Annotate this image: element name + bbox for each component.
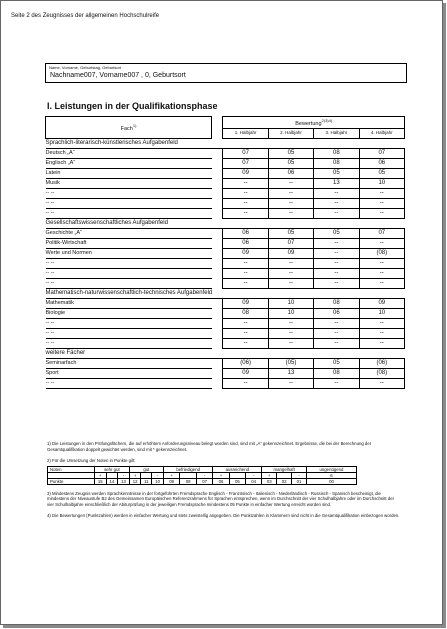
grade-cell: 13 xyxy=(314,178,359,188)
grade-cell: -- xyxy=(359,238,404,248)
grade-cell: -- xyxy=(359,258,404,268)
grade-cell: -- xyxy=(223,378,268,388)
footnote-3: 3) Mindestens Zeugnis werden Sprachkenntnisse in der fortgeführten Fremdsprache Englisch - Französisch - Italienisch - Niederländisch - Russisch - Spanisch bescheinigt, die mindestens der Niveaustufe B2 des Gemeinsamen Europäischen Referenzrahmens für Sprachen entsprechen, wenn im Durchschnitt der vier Schulhalbjahre oder im Durchschnitt der vier Schulhalbjahre einschließlich der Abiturprüfung in der jeweiligen Fremdsprache mindestens 05 Punkte in einfacher Wertung erreicht worden sind. xyxy=(47,490,395,507)
grade-cell: -- xyxy=(314,338,359,348)
grade-cell: -- xyxy=(223,198,268,208)
subject-name: -- -- xyxy=(46,208,212,218)
grade-cell: -- xyxy=(223,178,268,188)
subject-name: Werte und Normen xyxy=(46,248,212,258)
group-title-row xyxy=(46,348,405,358)
grade-cell: 08 xyxy=(314,148,359,158)
group-title-row xyxy=(46,138,405,148)
subject-name: Seminarfach xyxy=(46,358,212,368)
section-title: I. Leistungen in der Qualifikationsphase xyxy=(47,101,218,111)
subject-name: Musik xyxy=(46,178,212,188)
grade-cell: 10 xyxy=(359,308,404,318)
half-2-header: 2. Halbjahr xyxy=(268,128,313,138)
grade-cell: (06) xyxy=(359,358,404,368)
grade-cell: -- xyxy=(268,198,313,208)
grade-cell: -- xyxy=(314,268,359,278)
subject-name: Biologie xyxy=(46,308,212,318)
grade-cell: -- xyxy=(268,378,313,388)
subject-row xyxy=(46,158,405,168)
grade-cell: (08) xyxy=(359,248,404,258)
scale-sign: - xyxy=(152,472,164,478)
grade-cell: 09 xyxy=(223,248,268,258)
grade-cell: -- xyxy=(268,318,313,328)
grade-cell: (05) xyxy=(268,358,313,368)
subject-row xyxy=(46,168,405,178)
grade-cell: -- xyxy=(314,188,359,198)
subject-row xyxy=(46,318,405,328)
scale-sign: + xyxy=(262,472,277,478)
scale-points: 09 xyxy=(163,478,179,484)
scale-sign: - xyxy=(196,472,212,478)
grade-cell: 08 xyxy=(223,308,268,318)
scale-points: 05 xyxy=(229,478,245,484)
group-title-row xyxy=(46,288,405,298)
footnote-2-title: 2) Für die Umsetzung der Noten in Punkte gilt: xyxy=(47,458,136,463)
scale-sign: 6 xyxy=(306,472,356,478)
half-1-header: 1. Halbjahr xyxy=(223,128,268,138)
subject-row xyxy=(46,228,405,238)
grade-cell: 08 xyxy=(314,298,359,308)
grade-cell: 07 xyxy=(268,238,313,248)
grade-scale-table xyxy=(47,466,357,485)
grade-cell: -- xyxy=(359,328,404,338)
subject-row xyxy=(46,308,405,318)
scale-sign: + xyxy=(163,472,179,478)
name-box xyxy=(45,63,407,83)
grade-cell: -- xyxy=(359,318,404,328)
group-title: weitere Fächer xyxy=(46,348,405,358)
subject-name: -- -- xyxy=(46,328,212,338)
grade-cell: -- xyxy=(314,278,359,288)
grade-cell: 05 xyxy=(314,168,359,178)
scale-sign: - xyxy=(292,472,307,478)
grade-cell: 07 xyxy=(223,148,268,158)
grade-cell: 07 xyxy=(359,228,404,238)
grade-cell: -- xyxy=(314,258,359,268)
fach-footnote-mark: 1) xyxy=(132,123,137,128)
scale-grade: ungenügend xyxy=(306,466,356,472)
scale-points: 11 xyxy=(141,478,152,484)
scale-grade: mangelhaft xyxy=(262,466,307,472)
subject-row xyxy=(46,368,405,378)
group-title: Gesellschaftswissenschaftliches Aufgabenfeld xyxy=(46,218,405,228)
page-header: Seite 2 des Zeugnisses der allgemeinen Hochschulreife xyxy=(11,13,160,19)
subject-row xyxy=(46,178,405,188)
scale-sign: - xyxy=(246,472,262,478)
grade-cell: 06 xyxy=(359,158,404,168)
subject-row xyxy=(46,338,405,348)
scale-grade: sehr gut xyxy=(95,466,130,472)
grade-cell: -- xyxy=(359,338,404,348)
subject-name: -- -- xyxy=(46,198,212,208)
grade-cell: -- xyxy=(359,378,404,388)
scale-points: 01 xyxy=(292,478,307,484)
grade-cell: -- xyxy=(223,188,268,198)
subject-name: -- -- xyxy=(46,278,212,288)
grade-cell: -- xyxy=(268,188,313,198)
subject-row xyxy=(46,378,405,388)
grade-cell: -- xyxy=(223,328,268,338)
scale-points: 00 xyxy=(306,478,356,484)
half-4-header: 4. Halbjahr xyxy=(359,128,404,138)
scale-points: 12 xyxy=(129,478,141,484)
grade-cell: 05 xyxy=(314,358,359,368)
subject-row xyxy=(46,198,405,208)
bewertung-footnote-mark: 2)3)4) xyxy=(321,118,333,123)
scale-points: 08 xyxy=(180,478,196,484)
grade-cell: -- xyxy=(268,258,313,268)
grade-cell: 05 xyxy=(268,228,313,238)
subject-name: -- -- xyxy=(46,338,212,348)
scale-points: 14 xyxy=(106,478,118,484)
grade-cell: 06 xyxy=(223,238,268,248)
grade-cell: 13 xyxy=(268,368,313,378)
scale-row-label: Noten xyxy=(48,466,95,472)
grade-cell: -- xyxy=(359,198,404,208)
subject-row xyxy=(46,328,405,338)
scale-sign: + xyxy=(95,472,107,478)
subject-row xyxy=(46,278,405,288)
grade-cell: -- xyxy=(314,318,359,328)
grade-cell: 09 xyxy=(223,368,268,378)
grade-cell: -- xyxy=(268,178,313,188)
grade-cell: 06 xyxy=(223,228,268,238)
footnote-1: 1) Die Leistungen in den Prüfungsfächern, die auf erhöhtem Anforderungsniveau belegt worden sind, sind mit „A“ gekennzeichnet. Ergebnisse, die bei der Berechnung der Gesamtqualifikation doppelt gewichtet werden, sind mit * gekennzeichnet. xyxy=(47,441,372,452)
grade-cell: -- xyxy=(314,328,359,338)
subject-name: -- -- xyxy=(46,188,212,198)
grade-cell: -- xyxy=(268,208,313,218)
subject-row xyxy=(46,258,405,268)
subject-name: -- -- xyxy=(46,268,212,278)
scale-points: 03 xyxy=(262,478,277,484)
grade-cell: 08 xyxy=(314,158,359,168)
subject-name: -- -- xyxy=(46,378,212,388)
footnotes xyxy=(47,441,402,525)
subject-row xyxy=(46,248,405,258)
scale-sign: + xyxy=(129,472,141,478)
scale-sign: + xyxy=(213,472,229,478)
grade-cell: 06 xyxy=(314,308,359,318)
grade-cell: 06 xyxy=(268,168,313,178)
grade-cell: (06) xyxy=(223,358,268,368)
subject-name: Politik-Wirtschaft xyxy=(46,238,212,248)
subject-row xyxy=(46,358,405,368)
scale-sign: - xyxy=(118,472,130,478)
bewertung-header-cell xyxy=(223,117,405,129)
grade-cell: -- xyxy=(268,278,313,288)
grade-cell: 10 xyxy=(359,178,404,188)
grade-cell: 07 xyxy=(359,148,404,158)
grade-cell: 05 xyxy=(314,228,359,238)
subject-name: Geschichte „A“ xyxy=(46,228,212,238)
subject-row xyxy=(46,238,405,248)
subject-row xyxy=(46,188,405,198)
grade-cell: 10 xyxy=(268,308,313,318)
scale-points: 04 xyxy=(246,478,262,484)
grade-cell: -- xyxy=(359,188,404,198)
scale-points: 02 xyxy=(277,478,292,484)
grade-cell: -- xyxy=(268,328,313,338)
fach-header-cell xyxy=(46,117,212,139)
grade-cell: -- xyxy=(223,268,268,278)
grade-cell: -- xyxy=(223,278,268,288)
group-title: Mathematisch-naturwissenschaftlich-technisches Aufgabenfeld xyxy=(46,288,405,298)
footnote-4: 4) Die Bewertungen (Punktzahlen) werden in einfacher Wertung und stets zweistellig angegeben. Die Punktzahlen in Klammern sind nicht in die Gesamtqualifikation einbezogen worden. xyxy=(47,513,400,518)
name-box-label: Name, Vorname, Geburtstag, Geburtsort xyxy=(49,65,122,70)
group-title-row xyxy=(46,218,405,228)
grade-cell: -- xyxy=(223,258,268,268)
scale-row-label: Punkte xyxy=(48,478,95,484)
scale-points: 13 xyxy=(118,478,130,484)
subject-name: Latein xyxy=(46,168,212,178)
grade-cell: 10 xyxy=(268,298,313,308)
grade-cell: -- xyxy=(268,268,313,278)
subject-name: Sport xyxy=(46,368,212,378)
scale-grade: befriedigend xyxy=(163,466,212,472)
scale-grade: gut xyxy=(129,466,163,472)
subject-row xyxy=(46,148,405,158)
group-title: Sprachlich-literarisch-künstlerisches Aufgabenfeld xyxy=(46,138,405,148)
grade-cell: (08) xyxy=(359,368,404,378)
subject-row xyxy=(46,298,405,308)
grades-table xyxy=(45,116,405,389)
subject-name: Mathematik xyxy=(46,298,212,308)
scale-points: 15 xyxy=(95,478,107,484)
grade-cell: -- xyxy=(359,208,404,218)
grade-cell: -- xyxy=(268,338,313,348)
grade-cell: -- xyxy=(223,208,268,218)
subject-row xyxy=(46,268,405,278)
grade-cell: 05 xyxy=(268,148,313,158)
grade-cell: -- xyxy=(359,278,404,288)
grade-cell: -- xyxy=(314,238,359,248)
grade-cell: 07 xyxy=(223,158,268,168)
bewertung-header: Bewertung xyxy=(295,120,322,127)
grade-cell: 05 xyxy=(359,168,404,178)
grade-cell: 08 xyxy=(314,368,359,378)
subject-name: -- -- xyxy=(46,258,212,268)
subject-name: Deutsch „A“ xyxy=(46,148,212,158)
scale-points: 07 xyxy=(196,478,212,484)
scale-grade: ausreichend xyxy=(213,466,262,472)
name-box-value: Nachname007, Vorname007 , 0, Geburtsort xyxy=(50,72,186,79)
scale-points: 10 xyxy=(152,478,164,484)
scale-points: 06 xyxy=(213,478,229,484)
grade-cell: 09 xyxy=(223,168,268,178)
grade-cell: -- xyxy=(314,208,359,218)
grade-cell: 09 xyxy=(359,298,404,308)
subject-row xyxy=(46,208,405,218)
grade-cell: 05 xyxy=(268,158,313,168)
grade-cell: -- xyxy=(223,318,268,328)
grade-cell: -- xyxy=(223,338,268,348)
grade-cell: 09 xyxy=(223,298,268,308)
grade-cell: -- xyxy=(314,198,359,208)
grade-cell: -- xyxy=(314,248,359,258)
subject-name: -- -- xyxy=(46,318,212,328)
fach-header: Fach xyxy=(120,125,133,132)
half-3-header: 3. Halbjahr xyxy=(314,128,359,138)
grade-cell: 09 xyxy=(268,248,313,258)
subject-name: Englisch „A“ xyxy=(46,158,212,168)
grade-cell: -- xyxy=(314,378,359,388)
grade-cell: -- xyxy=(359,268,404,278)
